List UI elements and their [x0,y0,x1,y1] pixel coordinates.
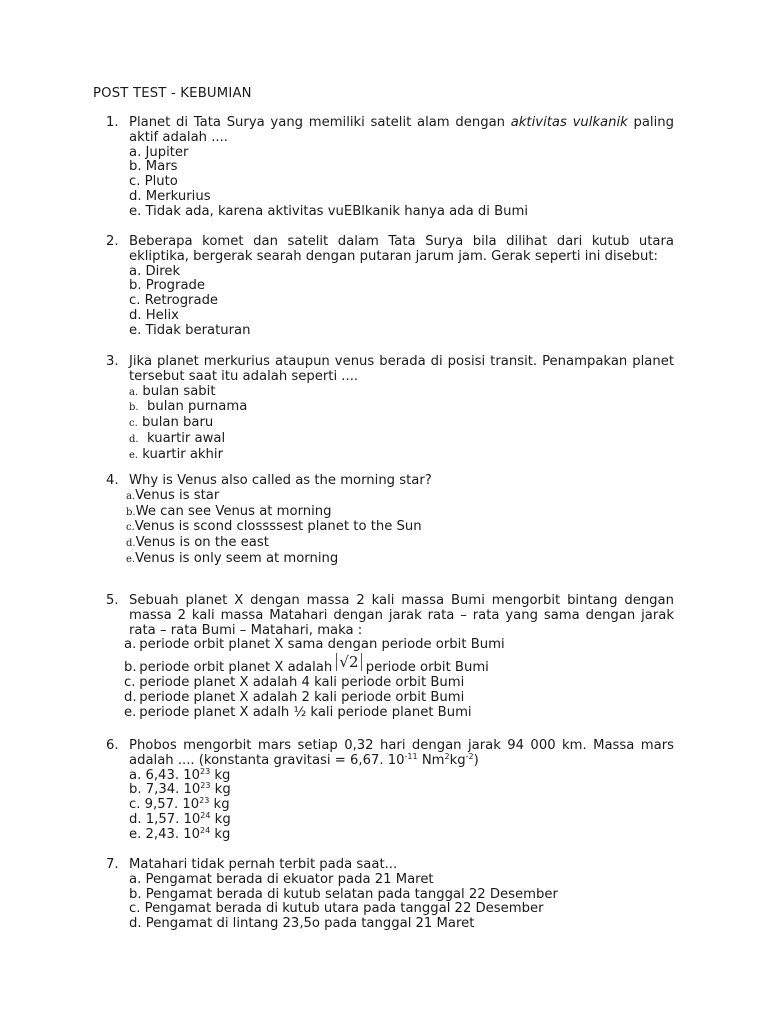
question-text: Beberapa komet dan satelit dalam Tata Surya bila dilihat dari kutub utara ekliptika, bergerak searah dengan putaran jarum jam. Gerak seperti ini disebut: [129,234,674,264]
option-e: e.Venus is only seem at morning [126,550,339,566]
question-text: Matahari tidak pernah terbit pada saat... [129,857,398,872]
option-b: b. 7,34. $10^{23}$ kg [129,781,231,798]
option-c: c. 9,57. $10^{23}$ kg [129,796,230,813]
question-text: Why is Venus also called as the morning star? [129,473,432,488]
question-text: Sebuah planet X dengan massa 2 kali massa Bumi mengorbit bintang dengan massa 2 kali massa Matahari dengan jarak rata – rata yang sama dengan jarak rata – rata Bumi – Matahari, maka : [129,593,674,638]
option-b: b. Mars [129,159,178,175]
question-number: 2. [106,234,119,249]
option-b: b. periode orbit planet X adalah √2 periode orbit Bumi [124,653,489,676]
option-a: a. Jupiter [129,144,189,160]
option-d: d.Venus is on the east [126,535,269,551]
option-d: d. 1,57. $10^{24}$ kg [129,810,231,827]
question-text: Phobos mengorbit mars setiap 0,32 hari dengan jarak 94 000 km. Massa mars adalah .... (konstanta gravitasi = 6,67. $10^{-11}$ $Nm^2kg^{-2}$) [129,738,674,768]
option-a: a.Venus is star [126,487,220,503]
option-e: e. Tidak beraturan [129,322,251,338]
option-c: c. Pluto [129,174,178,190]
question-number: 1. [106,115,119,130]
option-c: c. bulan baru [129,415,214,431]
option-d: d. periode planet X adalah 2 kali periode orbit Bumi [124,689,465,705]
question-7 [106,858,674,932]
option-d: d. Pengamat di lintang 23,5o pada tanggal 21 Maret [129,916,475,932]
sqrt-two-formula: √2 [336,653,361,671]
option-d: d. kuartir awal [129,430,226,446]
question-4 [106,474,674,568]
option-c: c.Venus is scond clossssest planet to the Sun [126,519,422,535]
question-number: 7. [106,857,119,872]
question-2 [106,235,674,339]
question-1 [106,116,674,220]
question-text: Jika planet merkurius ataupun venus berada di posisi transit. Penampakan planet tersebut saat itu adalah seperti .... [129,354,674,384]
option-a: a. periode orbit planet X sama dengan periode orbit Bumi [124,637,505,653]
question-text: Planet di Tata Surya yang memiliki satelit alam dengan aktivitas vulkanik paling aktif adalah .... [129,115,674,145]
option-list [129,385,674,464]
option-d: d. Helix [129,307,179,323]
question-number: 6. [106,738,119,753]
option-b: b. Pengamat berada di kutub selatan pada tanggal 22 Desember [129,886,558,902]
option-list [129,146,674,220]
option-a: a. Pengamat berada di ekuator pada 21 Maret [129,871,434,887]
option-list [129,873,674,932]
document-title: POST TEST - KEBUMIAN [93,86,252,101]
question-6 [106,739,674,843]
option-e: e. 2,43. $10^{24}$ kg [129,825,231,842]
option-b: b. bulan purnama [129,399,248,415]
option-c: c. Pengamat berada di kutub utara pada tanggal 22 Desember [129,901,544,917]
question-3 [106,355,674,464]
option-b: b.We can see Venus at morning [126,503,332,519]
option-b: b. Prograde [129,278,206,294]
option-a: a. Direk [129,263,181,279]
question-number: 3. [106,354,119,369]
option-a: a. bulan sabit [129,383,216,399]
question-5 [106,594,674,720]
question-number: 4. [106,473,119,488]
option-e: e. periode planet X adalh ½ kali periode planet Bumi [124,704,472,720]
question-number: 5. [106,593,119,608]
option-list [124,638,674,720]
option-c: c. periode planet X adalah 4 kali periode orbit Bumi [124,674,465,690]
option-list [129,265,674,339]
option-list [129,766,674,843]
option-d: d. Merkurius [129,188,211,204]
option-e: e. kuartir akhir [129,446,224,462]
option-c: c. Retrograde [129,293,219,309]
option-list [126,489,674,568]
option-e: e. Tidak ada, karena aktivitas vuEBlkanik hanya ada di Bumi [129,203,528,219]
option-a: a. 6,43. $10^{23}$ kg [129,766,231,783]
emphasis-text: aktivitas vulkanik [510,115,628,130]
